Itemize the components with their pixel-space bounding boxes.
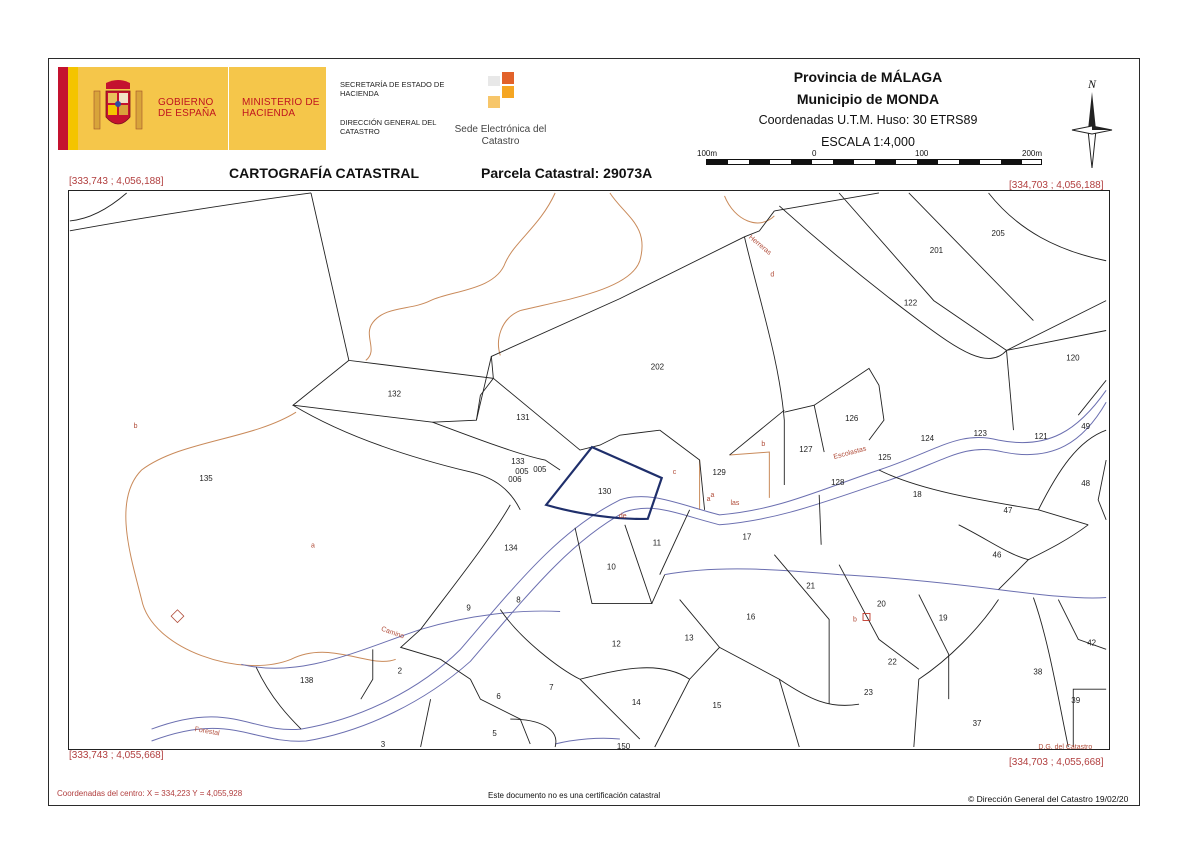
parcel-label: 2	[397, 666, 403, 676]
parcel-label: 129	[712, 467, 726, 477]
parcel-label: 14	[631, 698, 641, 708]
parcel-label: 21	[806, 581, 816, 591]
parcel-label: 205	[991, 228, 1005, 238]
subparcel-letter: b	[761, 441, 766, 449]
cadastral-map[interactable]	[68, 190, 1110, 750]
subparcel-letter: a	[710, 491, 715, 499]
north-arrow-icon	[1068, 76, 1116, 172]
parcel-label: 3	[380, 740, 386, 750]
logo-divider	[228, 67, 229, 150]
scalebar-label-zero: 0	[812, 149, 817, 158]
parcel-label: 8	[516, 595, 521, 605]
parcel-label: 16	[746, 612, 756, 622]
roads	[152, 390, 1107, 744]
parcel-label: 15	[712, 701, 722, 711]
scalebar	[706, 159, 1042, 165]
coat-of-arms-icon	[90, 77, 146, 139]
parcel-label: 11	[652, 538, 662, 548]
parcel-label: 202	[650, 362, 665, 372]
parcel-label: 135	[199, 473, 213, 483]
subparcel-letter: b	[853, 616, 857, 624]
parcel-label: 130	[597, 486, 612, 496]
parcel-label: 121	[1034, 432, 1048, 442]
parcel-label: 23	[864, 688, 873, 698]
parcel-label: 133	[511, 457, 525, 467]
corner-coord-bottom-right: [334,703 ; 4,055,668]	[1009, 757, 1104, 768]
parcel-label: 9	[466, 603, 471, 613]
sede-electronica-logo-icon	[486, 72, 516, 114]
corner-coord-top-right: [334,703 ; 4,056,188]	[1009, 180, 1104, 191]
road-labels	[194, 234, 1092, 750]
map-credit: D.G. del Catastro	[1038, 744, 1093, 750]
parcel-label: 120	[1066, 353, 1080, 363]
parcel-label: 13	[684, 633, 694, 643]
subparcel-letter: a	[310, 542, 315, 550]
parcel-label: 5	[492, 729, 497, 739]
parcel-label: 128	[831, 477, 845, 487]
parcel-label: 131	[516, 413, 530, 423]
ministerio-label: MINISTERIO DE HACIENDA	[242, 97, 320, 119]
disclaimer: Este documento no es una certificación catastral	[488, 791, 661, 800]
map-scale-text: ESCALA 1:4,000	[821, 135, 915, 149]
parcel-label: 150	[616, 742, 631, 750]
subparcel-letter: c	[672, 468, 677, 476]
scalebar-label-mid: 100	[915, 149, 929, 158]
parcel-label: 127	[799, 445, 813, 455]
corner-coord-top-left: [333,743 ; 4,056,188]	[69, 176, 164, 187]
parcel-label: 22	[887, 657, 897, 667]
corner-coord-bottom-left: [333,743 ; 4,055,668]	[69, 750, 164, 761]
parcel-label: 123	[973, 429, 987, 439]
parcel-label: 132	[387, 389, 402, 399]
coordinate-system: Coordenadas U.T.M. Huso: 30 ETRS89	[758, 113, 978, 127]
spain-flag-bar	[58, 67, 78, 150]
sede-electronica-label: Sede Electrónica del Catastro	[454, 124, 547, 147]
parcel-labels	[199, 229, 1096, 750]
parcela-title: Parcela Catastral: 29073A	[481, 165, 653, 181]
road-name: Camino	[380, 625, 406, 641]
parcel-label: 005	[533, 464, 547, 474]
parcel-label: 19	[938, 613, 948, 623]
parcel-label: 38	[1033, 667, 1043, 677]
subparcel-letters	[134, 272, 857, 624]
parcel-label: 006	[508, 474, 522, 484]
parcel-label: 7	[549, 683, 554, 693]
parcel-label: 126	[845, 414, 859, 424]
road-name: Forestal	[194, 726, 221, 738]
parcel-label: 47	[1003, 505, 1013, 515]
parcel-label: 124	[920, 434, 935, 444]
road-name: las	[730, 499, 740, 507]
road-name: de	[618, 512, 627, 520]
subparcel-letter: b	[133, 423, 138, 431]
copyright: © Dirección General del Catastro 19/02/20	[968, 794, 1129, 804]
parcel-label: 005	[515, 466, 529, 476]
parcel-label: 46	[992, 550, 1002, 560]
scalebar-label-left: 100m	[697, 149, 718, 158]
center-coordinates: Coordenadas del centro: X = 334,223 Y = 4,055,928	[57, 789, 243, 798]
parcel-label: 10	[606, 562, 616, 572]
scalebar-label-right: 200m	[1022, 149, 1043, 158]
parcel-label: 6	[496, 692, 501, 702]
parcel-label: 49	[1081, 422, 1091, 432]
road-name: Escolastas	[832, 445, 868, 461]
parcel-label: 138	[300, 676, 314, 686]
parcel-label: 39	[1071, 696, 1081, 706]
parcel-label: 201	[929, 245, 944, 255]
contour-lines	[126, 193, 775, 666]
parcel-label: 48	[1081, 478, 1091, 488]
parcel-boundaries	[70, 193, 1106, 750]
direccion-label: DIRECCIÓN GENERAL DEL CATASTRO	[340, 118, 437, 136]
cartografia-title: CARTOGRAFÍA CATASTRAL	[229, 165, 420, 181]
parcel-label: 17	[742, 532, 752, 542]
parcel-label: 42	[1087, 638, 1097, 648]
subparcel-letter: d	[770, 271, 775, 279]
subparcel-letter: a	[706, 495, 711, 503]
parcel-label: 37	[972, 719, 982, 729]
north-label: N	[1087, 77, 1097, 91]
gobierno-label: GOBIERNO DE ESPAÑA	[158, 97, 217, 119]
parcel-label: 20	[876, 599, 886, 609]
parcel-label: 134	[504, 543, 518, 553]
parcel-label: 122	[903, 298, 918, 308]
secretaria-label: SECRETARÍA DE ESTADO DE HACIENDA	[340, 80, 445, 98]
provincia-title: Provincia de MÁLAGA	[793, 69, 943, 85]
parcel-label: 18	[912, 489, 922, 499]
municipio-title: Municipio de MONDA	[796, 91, 940, 107]
road-name: Herreras	[747, 234, 773, 257]
parcel-label: 125	[877, 453, 892, 463]
parcel-label: 12	[611, 639, 621, 649]
